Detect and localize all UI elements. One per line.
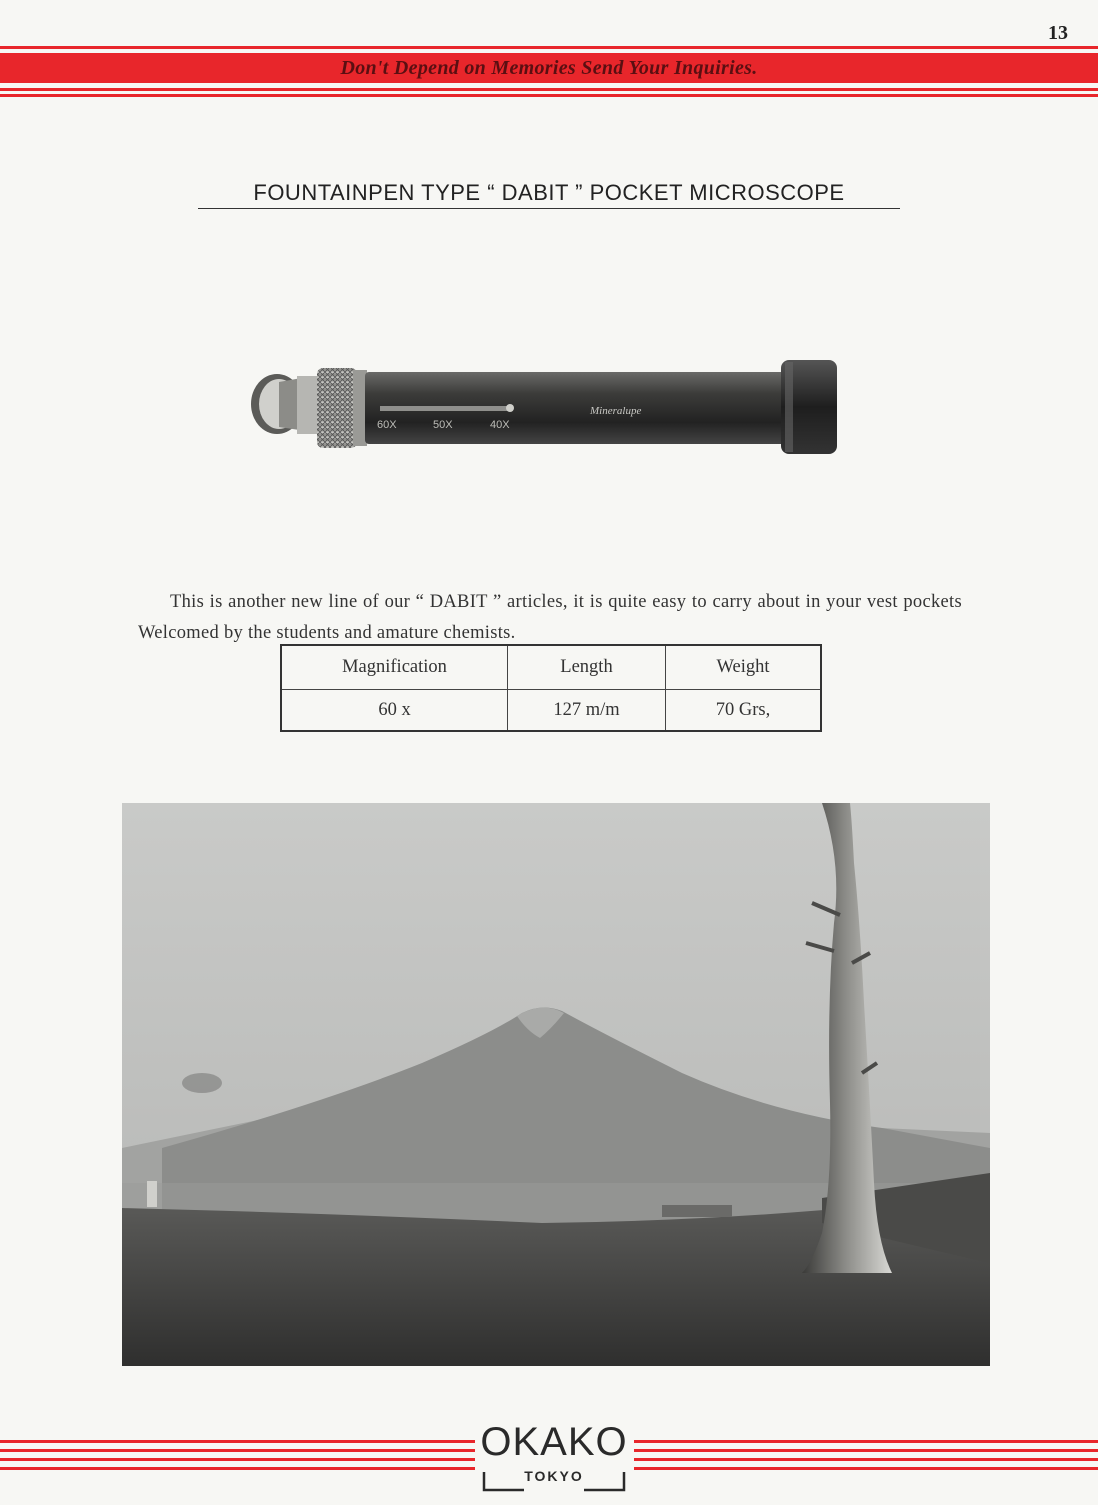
scale-mark-50: 50X [433,419,453,431]
table-header-weight: Weight [666,646,820,690]
logo-wordmark: OKAKO [480,1420,628,1464]
specification-table [280,644,822,732]
footer-rule [0,1467,475,1470]
mount-fuji-photo [122,803,990,1366]
pocket-microscope-image [245,352,845,462]
okako-logo [478,1418,630,1494]
footer-rule [0,1440,475,1443]
scale-mark-60: 60X [377,419,397,431]
header-rule [0,46,1098,49]
page-number: 13 [1048,22,1068,44]
table-header-magnification: Magnification [282,646,508,690]
logo-city: TOKYO [524,1468,584,1484]
footer-rule [634,1467,1098,1470]
table-cell-magnification: 60 x [282,690,508,730]
footer-rule [0,1449,475,1452]
table-cell-weight: 70 Grs, [715,699,771,720]
header-rule [0,94,1098,97]
engraving-text: Mineralupe [590,405,642,417]
scale-mark-40: 40X [490,419,510,431]
footer-rule [634,1458,1098,1461]
footer-rule [634,1440,1098,1443]
header-rule [0,88,1098,91]
footer-rule [0,1458,475,1461]
table-cell-length: 127 m/m [508,690,666,730]
page-title: FOUNTAINPEN TYPE “ DABIT ” POCKET MICROSCOPE [198,180,900,209]
table-header-length: Length [508,646,666,690]
footer-rule [634,1449,1098,1452]
banner-slogan: Don't Depend on Memories Send Your Inquiries. [340,56,758,79]
header-band [0,46,1098,97]
product-description: This is another new line of our “ DABIT ” articles, it is quite easy to carry about in your vest pockets Welcomed by the students and amature chemists. [138,591,962,643]
header-banner [0,53,1098,83]
